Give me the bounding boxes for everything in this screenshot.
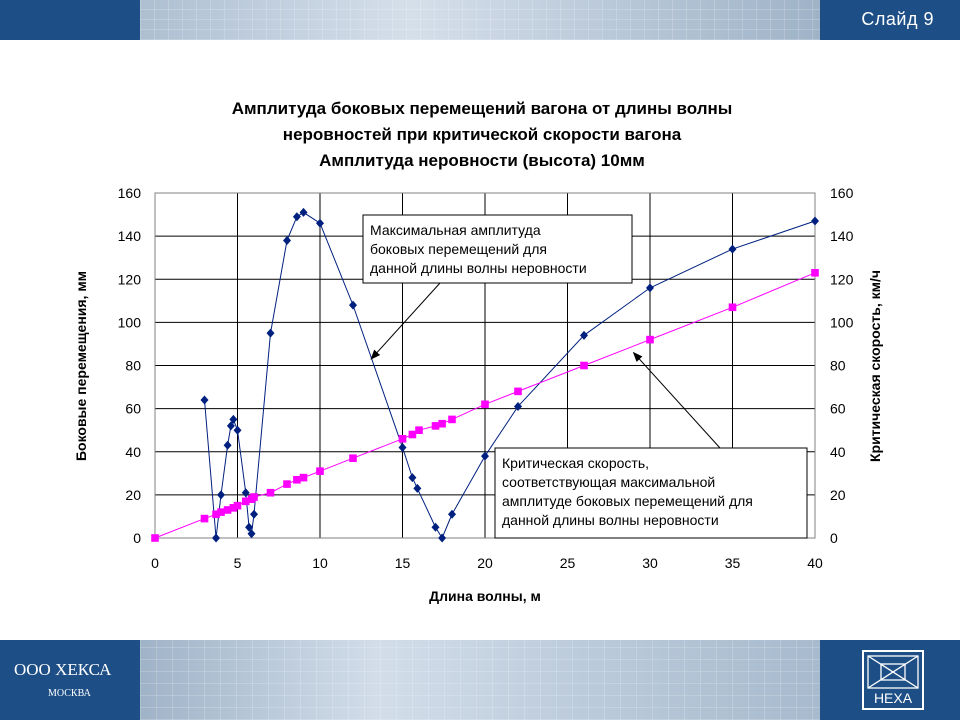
y-left-tick-label: 60 [125,400,141,417]
annotation-arrow [634,353,721,448]
hexa-logo-mark [864,652,922,708]
y-right-tick-label: 60 [830,400,846,417]
data-point-diamond [413,484,421,493]
y-right-tick-label: 0 [830,530,838,546]
logo-text: HEXA [873,690,913,706]
data-point-square [514,388,522,396]
company-name: ООО ХЕКСА [14,660,112,679]
x-axis-label: Длина волны, м [429,588,541,604]
annotation-text: данной длины волны неровности [502,512,719,528]
data-point-square [300,474,308,482]
data-point-diamond [283,236,291,245]
chart-title-line: Амплитуда неровности (высота) 10мм [319,151,645,170]
data-point-diamond [267,329,275,338]
data-point-square [432,422,440,430]
data-point-diamond [224,441,232,450]
data-point-square [448,416,456,424]
x-tick-label: 20 [477,555,493,571]
y-left-tick-label: 100 [117,314,141,331]
chart-title [232,99,733,170]
y-axis-right-label: Критическая скорость, км/ч [867,269,883,463]
data-point-square [283,480,291,488]
data-point-square [646,336,654,344]
annotation-text: амплитуде боковых перемещений для [502,493,753,509]
y-axis-left-label: Боковые перемещения, мм [73,270,89,462]
y-right-tick-label: 100 [830,314,854,331]
data-point-diamond [399,443,407,452]
x-tick-label: 5 [233,555,242,571]
y-left-tick-label: 80 [125,357,141,374]
data-point-diamond [300,208,308,217]
data-point-square [438,420,446,428]
data-point-diamond [729,245,737,254]
annotation-text: боковых перемещений для [370,241,547,257]
footer-bar [0,640,960,720]
data-point-diamond [316,219,324,228]
data-point-diamond [217,490,225,499]
data-point-square [267,489,275,497]
annotation-text: Критическая скорость, [502,455,649,471]
data-point-diamond [448,510,456,519]
hexa-logo [862,650,924,710]
y-left-tick-label: 40 [125,443,141,460]
data-point-square [409,431,417,439]
y-right-tick-label: 140 [830,228,854,245]
x-tick-label: 35 [724,555,741,571]
chart-title-line: неровностей при критической скорости вагона [282,125,682,144]
x-tick-label: 25 [559,555,576,571]
data-point-square [234,502,242,510]
data-point-diamond [408,473,416,482]
data-point-square [316,467,324,475]
y-left-tick-label: 120 [117,271,141,288]
data-point-diamond [201,396,209,405]
footer-mesh-image [140,640,820,720]
chart-annotations [363,215,807,538]
x-tick-label: 15 [394,555,411,571]
y-right-tick-label: 20 [830,486,846,503]
data-point-diamond [646,283,654,292]
data-point-diamond [438,534,446,543]
data-point-square [293,476,301,484]
data-point-square [250,493,258,501]
data-point-square [201,515,209,523]
y-left-tick-label: 20 [125,486,141,503]
x-tick-label: 0 [151,555,159,571]
annotation-text: данной длины волны неровности [370,260,587,276]
y-right-tick-label: 120 [830,271,854,288]
annotation-text: Максимальная амплитуда [370,222,541,238]
y-left-tick-label: 140 [117,228,141,245]
data-point-square [151,534,159,542]
data-point-square [811,269,819,277]
data-point-diamond [811,217,819,226]
data-point-square [349,454,357,462]
x-tick-label: 10 [312,555,328,571]
header-mesh-image [140,0,820,40]
data-point-square [399,435,407,443]
data-point-diamond [212,534,220,543]
x-tick-label: 40 [807,555,823,571]
y-right-tick-label: 40 [830,443,846,460]
y-left-tick-label: 0 [133,530,141,546]
data-point-diamond [481,452,489,461]
chart-title-line: Амплитуда боковых перемещений вагона от длины волны [231,99,733,118]
data-point-diamond [432,523,440,532]
slide-number: Слайд 9 [861,9,934,29]
data-point-diamond [349,301,357,310]
x-tick-label: 30 [642,555,658,571]
y-left-tick-label: 160 [117,185,141,201]
y-right-tick-label: 80 [830,357,846,374]
data-point-square [217,508,225,516]
chart [0,40,960,640]
data-point-square [729,303,737,311]
data-point-square [580,362,588,370]
data-point-diamond [293,212,301,221]
y-right-tick-label: 160 [830,185,854,201]
data-point-square [481,401,489,409]
data-point-diamond [234,426,242,435]
annotation-arrow [371,283,440,359]
header-bar [0,0,960,40]
annotation-text: соответствующая максимальной [502,474,716,490]
company-city: МОСКВА [48,688,91,699]
data-point-square [415,426,423,434]
data-point-diamond [250,510,258,519]
